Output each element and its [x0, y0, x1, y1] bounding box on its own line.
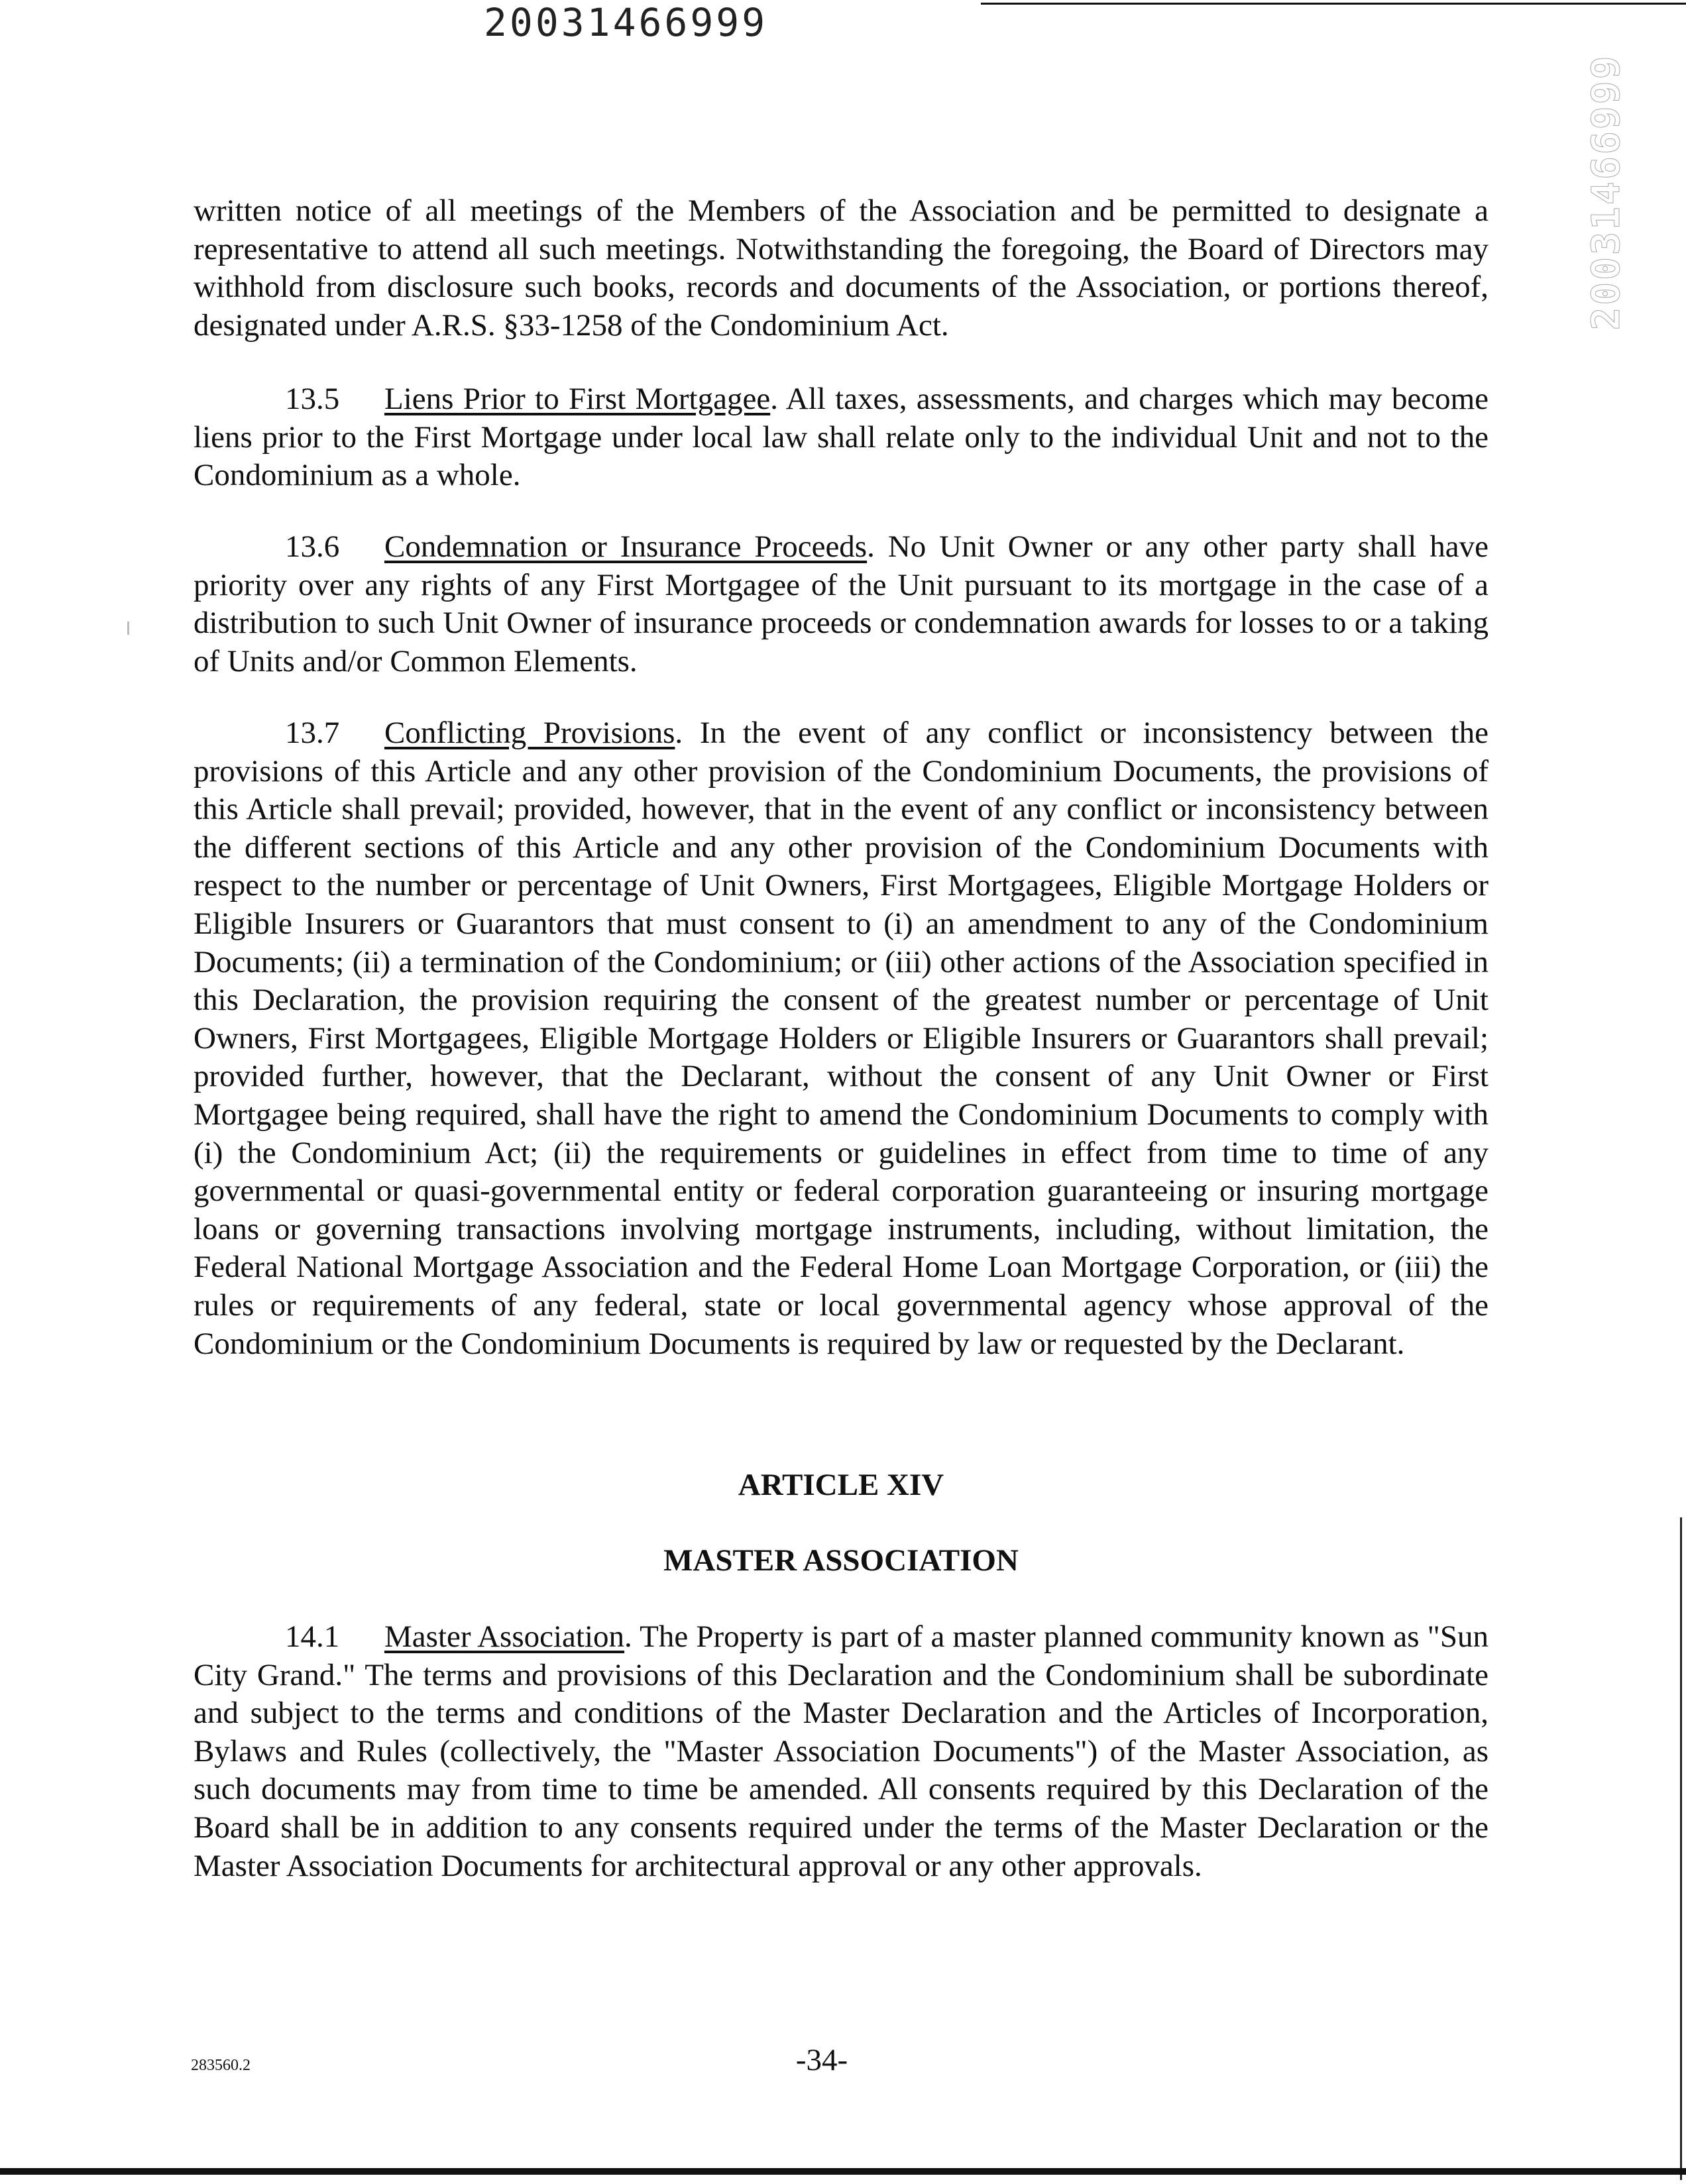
section-body: . The Property is part of a master planned community known as "Sun City Grand." The terms and provisions of this Declaration and the Condominium shall be subordinate and subject to the terms and conditions of the Master Declaration and the Articles of Incorporation, Bylaws and Rules (collectively, the "Master Association Documents") of the Master Association, as such documents may from time to time be amended. All consents required by this Declaration of the Board shall be in addition to any consents required under the terms of the Master Declaration or the Master Association Documents for architectural approval or any other approvals.: [194, 1619, 1489, 1883]
section-body: . In the event of any conflict or inconsistency between the provisions of this Article and any other provision of the Condominium Documents, the provisions of this Article shall prevail; provided, however, that in the event of any conflict or inconsistency between the different sections of this Article and any other provision of the Condominium Documents with respect to the number or percentage of Unit Owners, First Mortgagees, Eligible Mortgage Holders or Eligible Insurers or Guarantors that must consent to (i) an amendment to any of the Condominium Documents; (ii) a termination of the Condominium; or (iii) other actions of the Association specified in this Declaration, the provision requiring the consent of the greatest number or percentage of Unit Owners, First Mortgagees, Eligible Mortgage Holders or Eligible Insurers or Guarantors shall prevail; provided further, however, that the Declarant, without the consent of any Unit Owner or First Mortgagee being required, shall have the right to amend the Condominium Documents to comply with (i) the Condominium Act; (ii) the requirements or guidelines in effect from time to time of any governmental or quasi-governmental entity or federal corporation guaranteeing or insuring mortgage loans or governing transactions involving mortgage instruments, including, without limitation, the Federal National Mortgage Association and the Federal Home Loan Mortgage Corporation, or (iii) the rules or requirements of any federal, state or local governmental agency whose approval of the Condominium or the Condominium Documents is required by law or requested by the Declarant.: [194, 716, 1489, 1361]
article-number: ARTICLE XIV: [738, 1468, 944, 1502]
document-stamp: 20031466999: [484, 0, 768, 45]
side-stamp-text: 20031466999: [1583, 54, 1628, 331]
section-number: 13.7: [285, 716, 340, 750]
article-title: MASTER ASSOCIATION: [663, 1543, 1019, 1578]
intro-paragraph: [194, 192, 1489, 345]
footer-document-id: 283560.2: [191, 2057, 251, 2074]
scan-edge-line: [1680, 1517, 1682, 2180]
section-body: . No Unit Owner or any other party shall have priority over any rights of any First Mortgagee of the Unit pursuant to its mortgage in the case of a distribution to such Unit Owner of insurance proceeds or condemnation awards for losses to or a taking of Units and/or Common Elements.: [194, 529, 1489, 679]
section-13-5: [194, 380, 1489, 495]
section-number: 14.1: [285, 1619, 340, 1654]
section-body: . All taxes, assessments, and charges which may become liens prior to the First Mortgage under local law shall relate only to the individual Unit and not to the Condominium as a whole.: [194, 382, 1489, 493]
section-title: Condemnation or Insurance Proceeds: [384, 529, 868, 564]
section-title: Conflicting Provisions: [384, 716, 675, 750]
margin-mark: [127, 622, 129, 635]
intro-text: written notice of all meetings of the Members of the Association and be permitted to designate a representative to attend all such meetings. Notwithstanding the foregoing, the Board of Directors may withhold from disclosure such books, records and documents of the Association, or portions thereof, designated under A.R.S. §33-1258 of the Condominium Act.: [194, 193, 1489, 343]
section-13-6: [194, 528, 1489, 681]
section-title: Master Association: [384, 1619, 625, 1654]
bottom-rule: [0, 2168, 1686, 2175]
side-stamp: [1576, 54, 1636, 331]
section-number: 13.5: [285, 382, 340, 416]
section-number: 13.6: [285, 529, 340, 564]
section-14-1: [194, 1618, 1489, 1885]
top-rule: [981, 3, 1686, 5]
section-title: Liens Prior to First Mortgagee: [384, 382, 771, 416]
section-13-7: [194, 714, 1489, 1363]
footer-page-number: -34-: [795, 2043, 848, 2077]
